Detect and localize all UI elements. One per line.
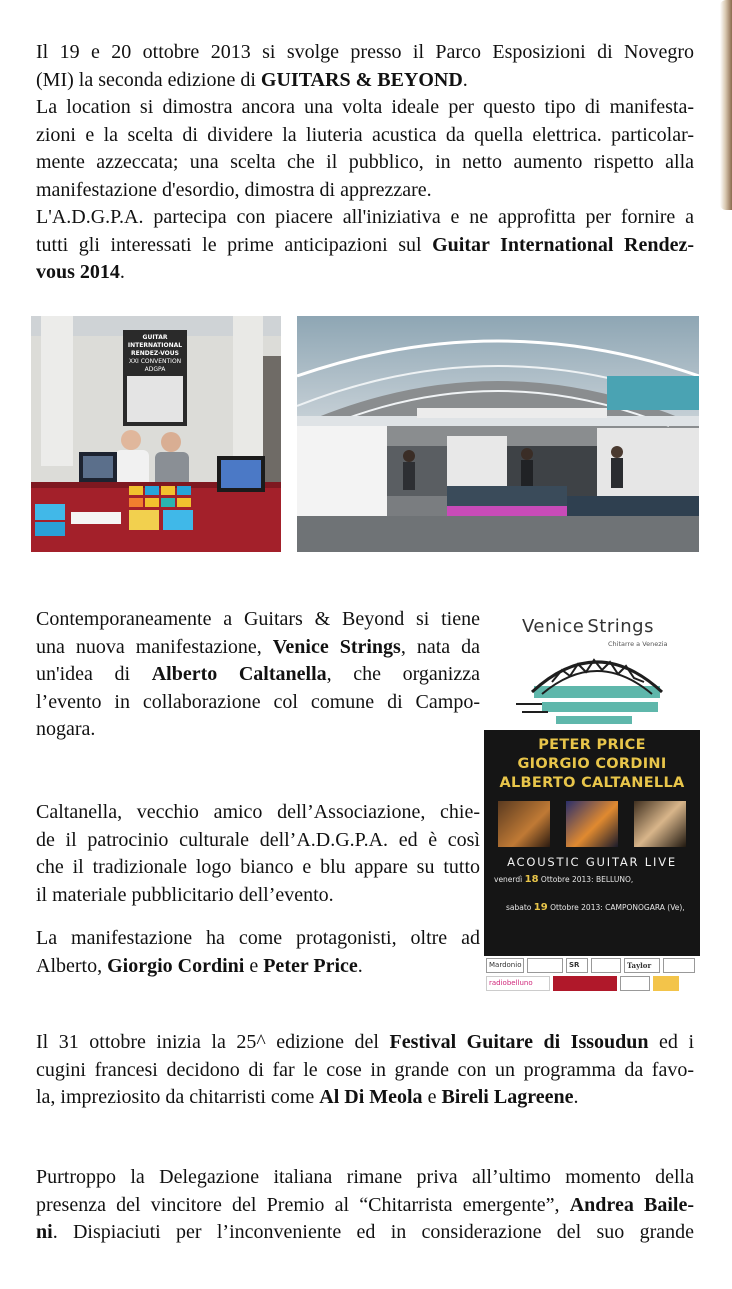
poster-date-2: sabato 19 Ottobre 2013: CAMPONOGARA (Ve),: [506, 902, 685, 913]
protagonists-line-2: Alberto, Giorgio Cordini e Peter Price.: [36, 954, 363, 977]
delegation-line-1: Purtroppo la Delegazione italiana rimane priva all’ultimo momento della: [36, 1166, 694, 1188]
sponsor-logo: [591, 958, 621, 973]
issoudun-line-3: la, impreziosito da chitarristi come Al Di Meola e Bireli Lagreene.: [36, 1086, 579, 1108]
sponsor-logo: radiobelluno: [486, 976, 550, 991]
stand-banner-text: GUITAR INTERNATIONAL RENDEZ-VOUS XXI CONVENTION ADGPA: [127, 334, 183, 373]
venice-paragraph: [36, 606, 480, 744]
venice-line-5: nogara.: [36, 718, 96, 740]
event-name: GUITARS & BEYOND: [260, 68, 463, 91]
intro-line-9: vous 2014.: [36, 261, 125, 283]
venice-line-2: una nuova manifestazione, Venice Strings, nata da: [36, 635, 481, 658]
venice-line-3: un'idea di Alberto Caltanella, che organizza: [36, 663, 480, 685]
artist-photo: [634, 801, 686, 847]
intro-line-5: mente azzeccata; una scelta che il pubblico, in netto aumento rispetto alla: [36, 151, 694, 173]
artist-photo: [566, 801, 618, 847]
issoudun-line-1: Il 31 ottobre inizia la 25^ edizione del Festival Guitare di Issoudun ed i: [36, 1031, 694, 1053]
intro-line-1: Il 19 e 20 ottobre 2013 si svolge presso il Parco Esposizioni di Novegro: [36, 41, 694, 63]
patronage-line-1: Caltanella, vecchio amico dell’Associazione, chie-: [36, 801, 480, 823]
sponsor-strip: [484, 956, 700, 1006]
sponsor-logo: Mardonio: [486, 958, 524, 973]
sponsor-logo: [663, 958, 695, 973]
sponsor-logo: [527, 958, 563, 973]
intro-line-3: La location si dimostra ancora una volta ideale per questo tipo di manifesta-: [36, 96, 694, 118]
poster-artists: PETER PRICE GIORGIO CORDINI ALBERTO CALTANELLA: [499, 737, 685, 791]
patronage-line-2: de il patrocinio culturale dell’A.D.G.P.A. ed è così: [36, 828, 480, 851]
edge-decoration: [720, 0, 732, 210]
delegation-line-2: presenza del vincitore del Premio al “Chitarrista emergente”, Andrea Baile-: [36, 1193, 694, 1216]
venice-line-4: l’evento in collaborazione col comune di Campo-: [36, 690, 480, 713]
patronage-line-3: che il tradizionale logo bianco e blu appare su tutto: [36, 856, 480, 878]
sponsor-logo: [620, 976, 650, 991]
sponsor-logo: [653, 976, 679, 991]
festival-name: Venice Strings: [272, 635, 401, 658]
sponsor-logo: Taylor: [624, 958, 660, 973]
patronage-line-4: il materiale pubblicitario dell’evento.: [36, 883, 334, 906]
delegation-paragraph: [36, 1164, 694, 1247]
poster-subtitle: ACOUSTIC GUITAR LIVE: [507, 855, 677, 869]
intro-paragraph: [36, 39, 694, 287]
protagonists-line-1: La manifestazione ha come protagonisti, oltre ad: [36, 927, 480, 949]
concert-poster: [484, 730, 700, 956]
issoudun-paragraph: [36, 1029, 694, 1112]
rendezvous-name: Guitar International Rendez-: [432, 233, 694, 256]
poster-date-1: venerdì 18 Ottobre 2013: BELLUNO,: [494, 874, 634, 885]
venice-strings-logo: [512, 616, 672, 728]
organizer-name: Alberto Caltanella: [151, 663, 327, 685]
sponsor-logo: SR: [566, 958, 588, 973]
intro-line-7: L'A.D.G.P.A. partecipa con piacere all'iniziativa e ne approfitta per fornire a: [36, 206, 694, 228]
intro-line-8: tutti gli interessati le prime anticipazioni sul Guitar International Rendez-: [36, 233, 694, 256]
issoudun-line-2: cugini francesi decidono di far le cose in grande con un programma da favo-: [36, 1058, 694, 1081]
delegation-line-3: ni. Dispiaciuti per l’inconveniente ed in considerazione del suo grande: [36, 1221, 694, 1243]
patronage-paragraph: [36, 799, 480, 909]
intro-line-6: manifestazione d'esordio, dimostra di apprezzare.: [36, 178, 432, 201]
protagonists-paragraph: [36, 925, 480, 980]
poster-photos: [484, 793, 700, 847]
intro-line-4: zioni e la scelta di dividere la liuteria acustica da quella elettrica. particolar-: [36, 123, 694, 146]
logo-tagline: Chitarre a Venezia: [608, 640, 668, 648]
logo-wordmark: Venice Strings: [522, 616, 654, 637]
artist-photo: [498, 801, 550, 847]
intro-line-2: (MI) la seconda edizione di GUITARS & BEYOND.: [36, 68, 468, 91]
bridge-icon: [512, 642, 672, 726]
hall-photo: [297, 316, 699, 552]
venice-line-1: Contemporaneamente a Guitars & Beyond si tiene: [36, 608, 480, 630]
sponsor-logo: [553, 976, 617, 991]
